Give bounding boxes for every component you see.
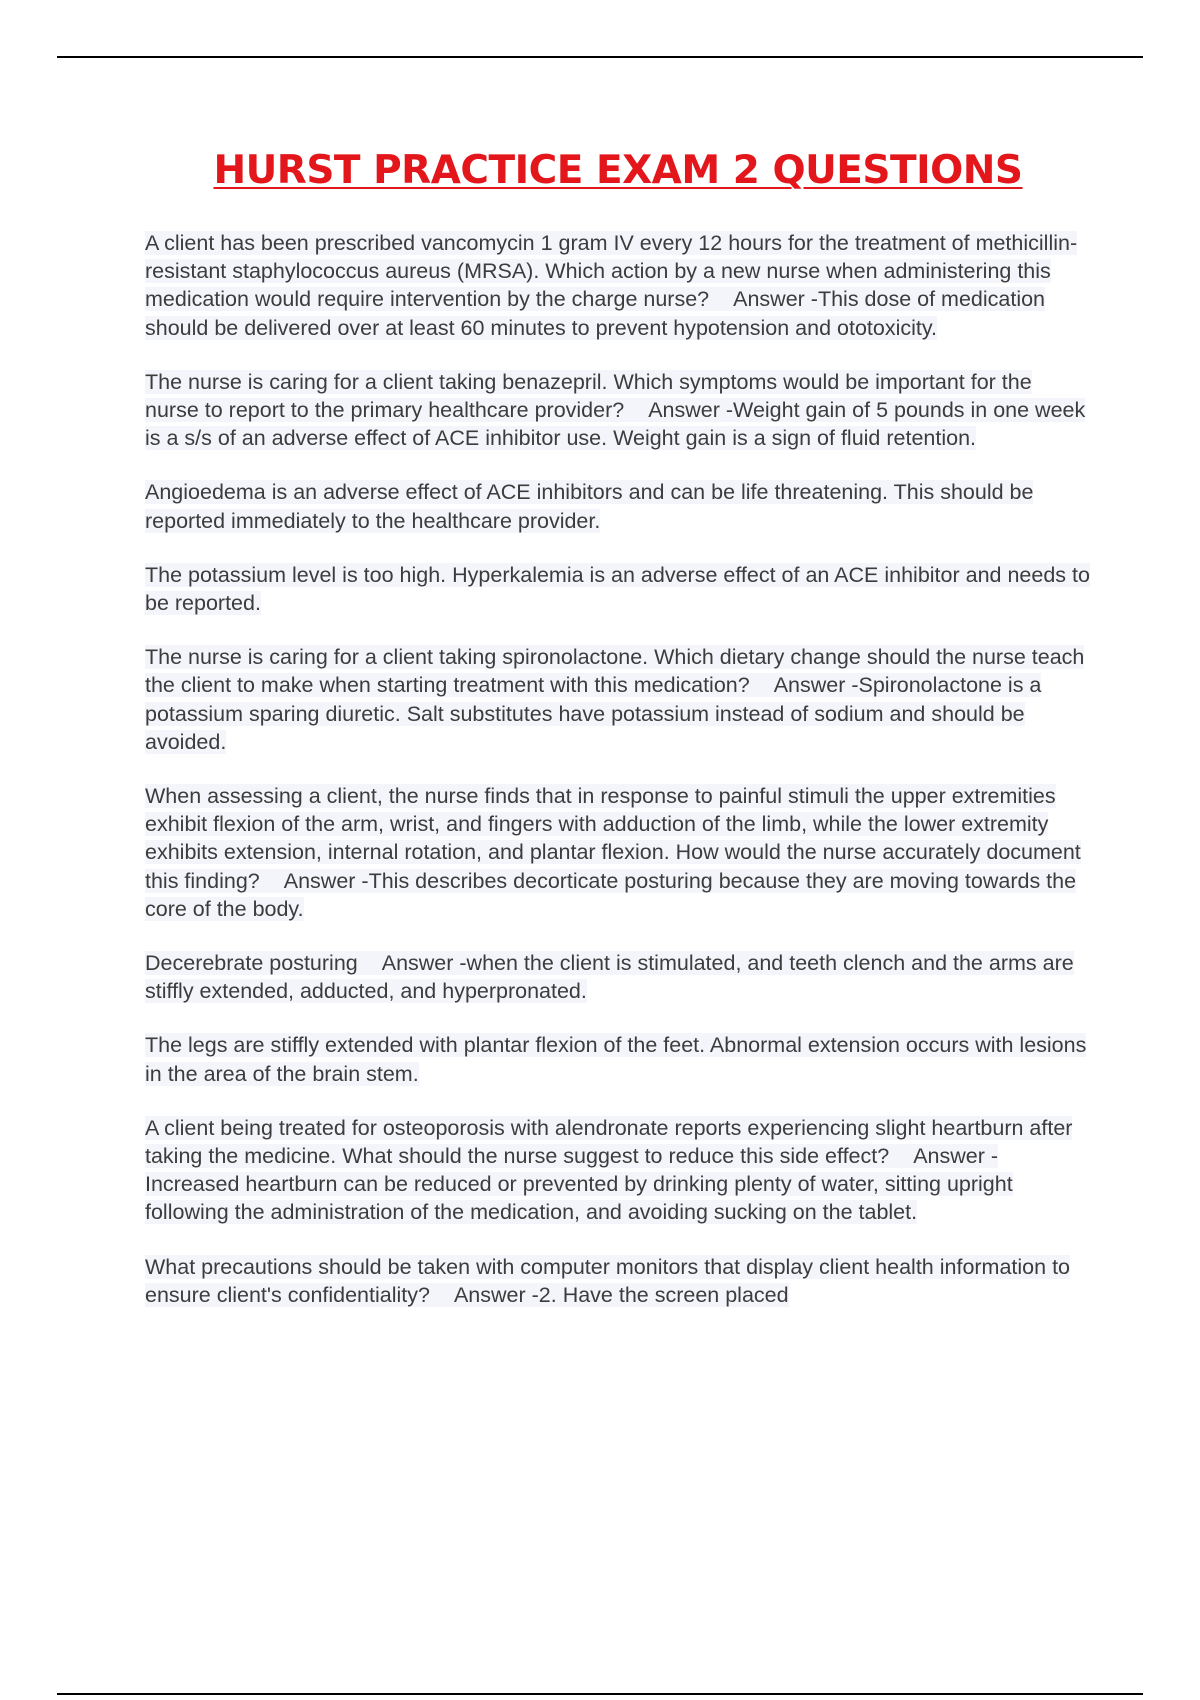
question-text: A client has been prescribed vancomycin 1 gram IV every 12 hours for the treatment of methicillin-resistant staphylococcus aureus (MRSA). Which action by a new nurse when administering this medication would require intervention by the charge nurse? [145,231,1078,312]
answer-text: Answer -This describes decorticate posturing because they are moving towards the core of the body. [145,868,1077,921]
question-text: What precautions should be taken with computer monitors that display client health information to ensure client's confidentiality? [145,1254,1070,1307]
document-title [0,150,1200,193]
answer-text: Answer -2. Have the screen placed [453,1282,789,1307]
qa-paragraph-7 [145,949,1090,1005]
answer-text: Answer -This dose of medication should be delivered over at least 60 minutes to prevent hypotension and ototoxicity. [145,287,1046,340]
qa-paragraph-2 [145,368,1090,453]
question-text: Decerebrate posturing [145,951,358,976]
answer-text: Answer -Increased heartburn can be reduced or prevented by drinking plenty of water, sitting upright following the administration of the medication, and avoiding sucking on the tablet. [145,1144,1013,1225]
footer-rule [57,1693,1143,1695]
paragraph-text: Angioedema is an adverse effect of ACE inhibitors and can be life threatening. This should be reported immediately to the healthcare provider. [145,480,1034,533]
paragraph-text: The potassium level is too high. Hyperkalemia is an adverse effect of an ACE inhibitor and needs to be reported. [145,562,1090,616]
document-body [145,229,1090,1335]
question-text: When assessing a client, the nurse finds that in response to painful stimuli the upper extremities exhibit flexion of the arm, wrist, and fingers with adduction of the limb, while the lower extremity exhibits extension, internal rotation, and plantar flexion. How would the nurse accurately document this finding? [145,784,1081,893]
question-text: A client being treated for osteoporosis with alendronate reports experiencing slight heartburn after taking the medicine. What should the nurse suggest to reduce this side effect? [145,1115,1073,1169]
text-paragraph-4 [145,561,1090,617]
qa-paragraph-10 [145,1253,1090,1309]
header-rule [57,56,1143,58]
qa-paragraph-5 [145,643,1090,756]
answer-text: Answer -Weight gain of 5 pounds in one week is a s/s of an adverse effect of ACE inhibitor use. Weight gain is a sign of fluid retention. [145,398,1086,451]
qa-paragraph-1 [145,229,1090,342]
document-title-text: HURST PRACTICE EXAM 2 QUESTIONS [213,148,1023,193]
question-text: The nurse is caring for a client taking spironolactone. Which dietary change should the nurse teach the client to make when starting treatment with this medication? [145,645,1085,698]
text-paragraph-3 [145,478,1090,534]
qa-paragraph-6 [145,782,1090,923]
text-paragraph-8 [145,1031,1090,1087]
answer-text: Answer -when the client is stimulated, and teeth clench and the arms are stiffly extended, adducted, and hyperpronated. [145,951,1074,1004]
qa-paragraph-9 [145,1114,1090,1227]
question-text: The nurse is caring for a client taking benazepril. Which symptoms would be important for the nurse to report to the primary healthcare provider? [145,369,1032,423]
paragraph-text: The legs are stiffly extended with plantar flexion of the feet. Abnormal extension occurs with lesions in the area of the brain stem. [145,1033,1087,1086]
answer-text: Answer -Spironolactone is a potassium sparing diuretic. Salt substitutes have potassium instead of sodium and should be avoided. [145,673,1042,754]
